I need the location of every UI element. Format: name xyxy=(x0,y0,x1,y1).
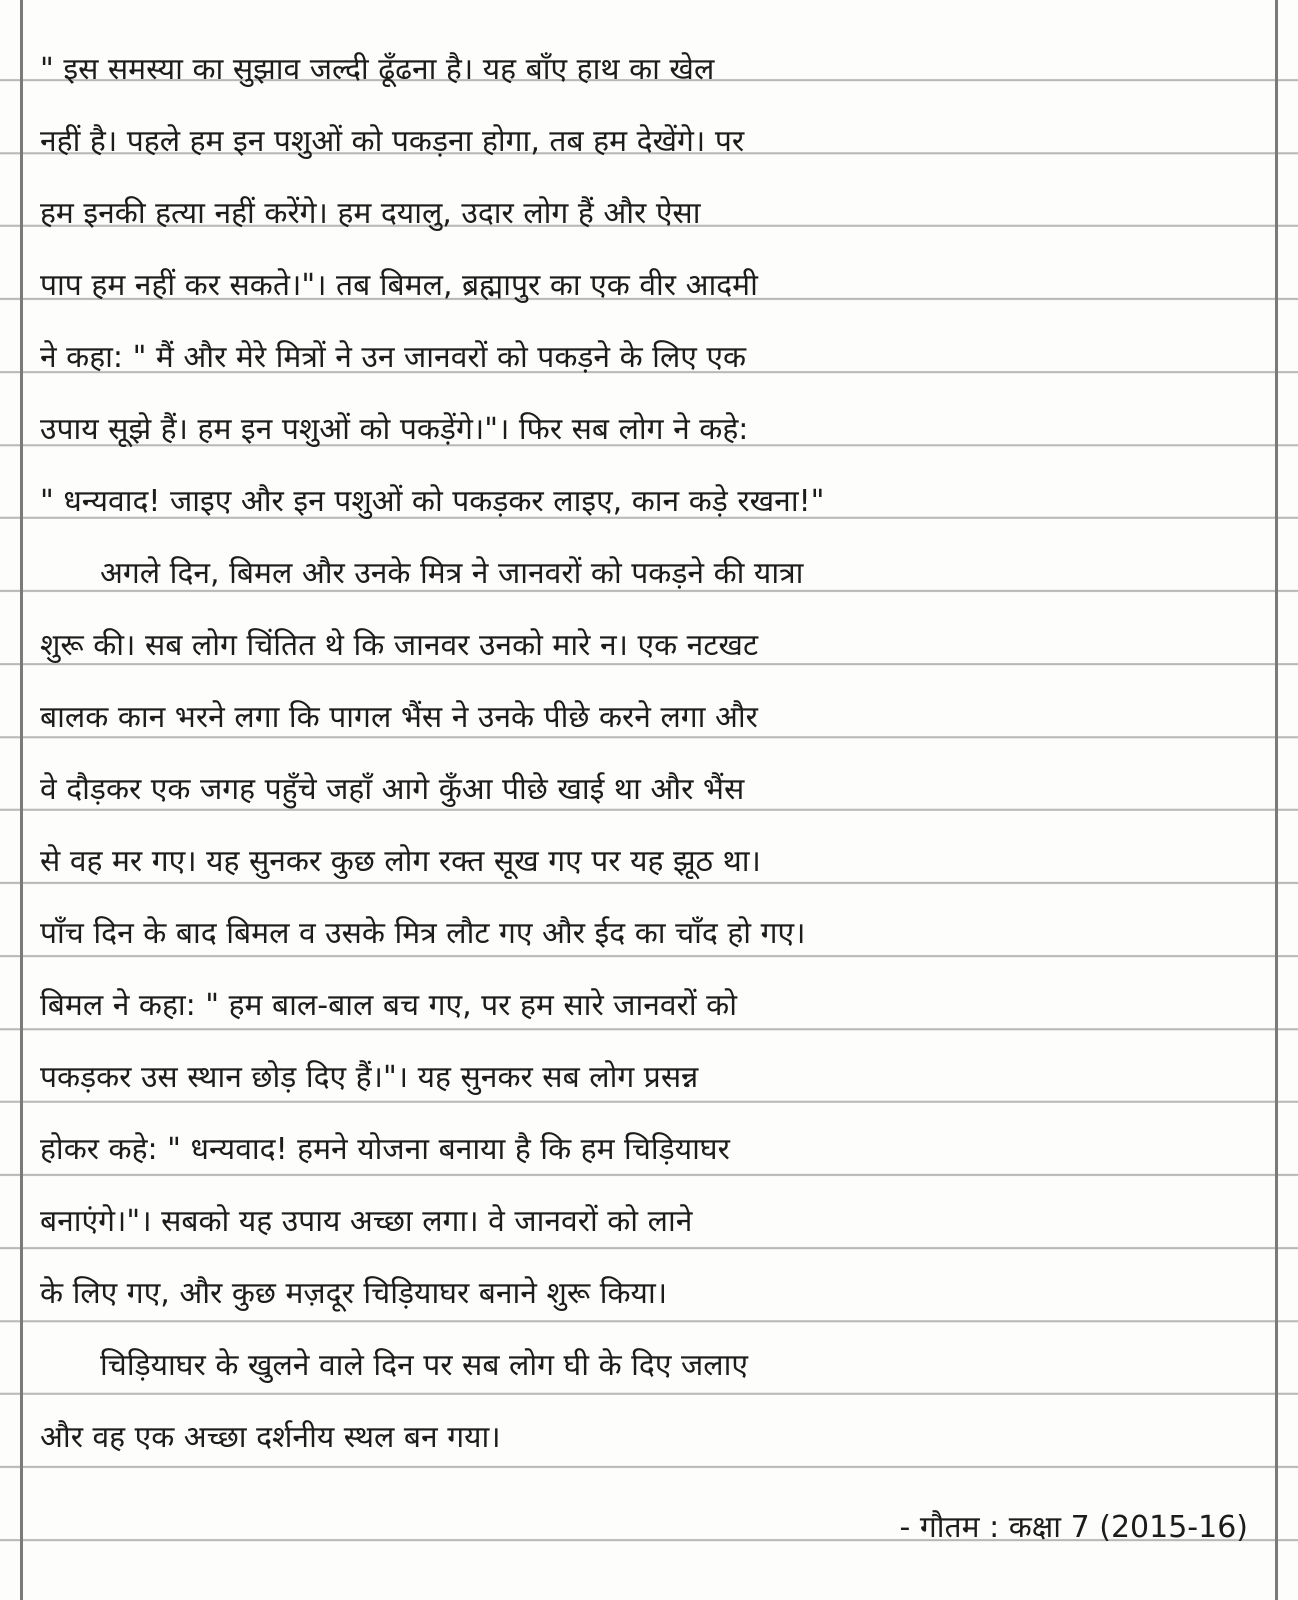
story-line: बनाएंगे।"। सबको यह उपाय अच्छा लगा। वे जानवरों को लाने xyxy=(40,1204,693,1239)
story-line: शुरू की। सब लोग चिंतित थे कि जानवर उनको मारे न। एक नटखट xyxy=(40,628,759,663)
story-line: उपाय सूझे हैं। हम इन पशुओं को पकड़ेंगे।"। फिर सब लोग ने कहे: xyxy=(40,412,749,447)
story-line: पाँच दिन के बाद बिमल व उसके मित्र लौट गए और ईद का चाँद हो गए। xyxy=(40,916,806,951)
right-margin-line xyxy=(1275,0,1278,1600)
story-line: होकर कहे: " धन्यवाद! हमने योजना बनाया है कि हम चिड़ियाघर xyxy=(40,1132,730,1167)
story-line: हम इनकी हत्या नहीं करेंगे। हम दयालु, उदार लोग हैं और ऐसा xyxy=(40,196,701,231)
story-line: वे दौड़कर एक जगह पहुँचे जहाँ आगे कुँआ पीछे खाई था और भैंस xyxy=(40,772,745,807)
story-line: पाप हम नहीं कर सकते।"। तब बिमल, ब्रह्मापुर का एक वीर आदमी xyxy=(40,268,758,303)
handwritten-story xyxy=(40,34,1260,1474)
author-signature: - गौतम : कक्षा 7 (2015-16) xyxy=(899,1510,1248,1545)
story-line: नहीं है। पहले हम इन पशुओं को पकड़ना होगा, तब हम देखेंगे। पर xyxy=(40,124,745,159)
story-line: ने कहा: " मैं और मेरे मित्रों ने उन जानवरों को पकड़ने के लिए एक xyxy=(40,340,747,375)
story-line: अगले दिन, बिमल और उनके मित्र ने जानवरों को पकड़ने की यात्रा xyxy=(100,556,804,591)
story-line: बिमल ने कहा: " हम बाल-बाल बच गए, पर हम सारे जानवरों को xyxy=(40,988,737,1023)
story-line: चिड़ियाघर के खुलने वाले दिन पर सब लोग घी के दिए जलाए xyxy=(100,1348,748,1383)
story-line: " धन्यवाद! जाइए और इन पशुओं को पकड़कर लाइए, कान कड़े रखना!" xyxy=(40,484,825,519)
story-line: बालक कान भरने लगा कि पागल भैंस ने उनके पीछे करने लगा और xyxy=(40,700,758,735)
left-margin-line xyxy=(20,0,23,1600)
story-line: " इस समस्या का सुझाव जल्दी ढूँढना है। यह बाँए हाथ का खेल xyxy=(40,52,715,87)
story-line: के लिए गए, और कुछ मज़दूर चिड़ियाघर बनाने शुरू किया। xyxy=(40,1276,668,1311)
story-line: से वह मर गए। यह सुनकर कुछ लोग रक्त सूख गए पर यह झूठ था। xyxy=(40,844,761,879)
story-line: और वह एक अच्छा दर्शनीय स्थल बन गया। xyxy=(40,1420,501,1455)
story-line: पकड़कर उस स्थान छोड़ दिए हैं।"। यह सुनकर सब लोग प्रसन्न xyxy=(40,1060,699,1095)
